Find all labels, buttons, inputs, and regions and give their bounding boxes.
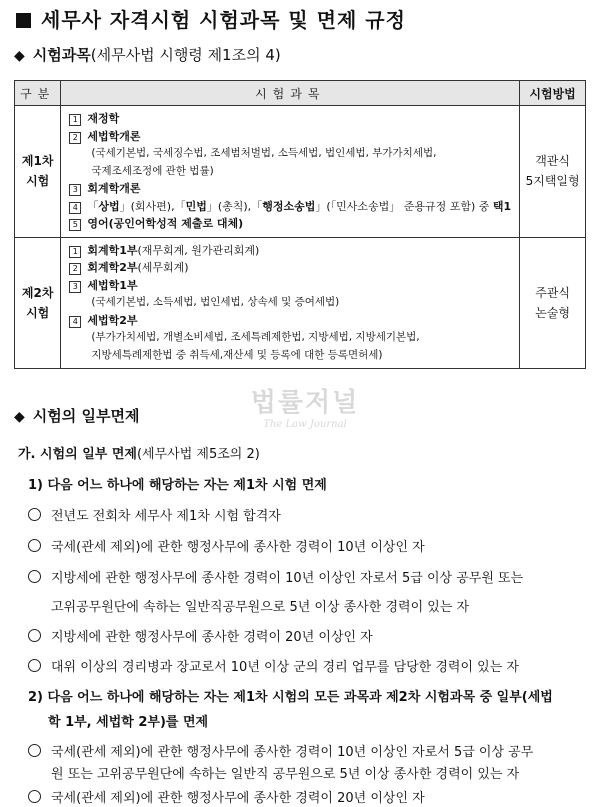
circle-bullet-icon (28, 629, 41, 642)
list-item: 지방세에 관한 행정사무에 종사한 경력이 20년 이상인 자 (28, 626, 373, 645)
subject-item: 1 회계학1부(재무회계, 원가관리회계) (69, 242, 511, 260)
watermark: 법률저널 The Law Journal (250, 388, 360, 430)
table-header-row (15, 81, 586, 106)
numbered-box-icon: 4 (69, 202, 81, 214)
header-round: 구분 (15, 81, 61, 106)
round-cell: 제1차 시험 (15, 106, 61, 238)
subject-detail: 국제조세조정에 관한 법률) (91, 164, 214, 177)
list-item-continuation: 고위공무원단에 속하는 일반직공무원으로 5년 이상 종사한 경력이 있는 자 (51, 600, 470, 615)
subject-item: 2 회계학2부(세무회계) (69, 259, 511, 277)
diamond-bullet-icon: ◆ (14, 409, 25, 425)
table-row (15, 237, 586, 369)
header-method: 시험방법 (520, 81, 586, 106)
numbered-box-icon: 5 (69, 219, 81, 231)
round-cell: 제2차 시험 (15, 237, 61, 369)
page-title: 세무사 자격시험 시험과목 및 면제 규정 (16, 4, 406, 33)
list-item: 국세(관세 제외)에 관한 행정사무에 종사한 경력이 20년 이상인 자 (28, 787, 425, 806)
circle-bullet-icon (28, 539, 41, 552)
exam-subjects-table (14, 80, 586, 369)
square-bullet-icon (16, 13, 31, 28)
list-item: 국세(관세 제외)에 관한 행정사무에 종사한 경력이 10년 이상인 자로서 5급 이상 공무 (28, 741, 533, 760)
diamond-bullet-icon: ◆ (14, 48, 25, 64)
circle-bullet-icon (28, 790, 41, 803)
list-item: 국세(관세 제외)에 관한 행정사무에 종사한 경력이 10년 이상인 자 (28, 536, 425, 555)
subject-item: 1 재정학 (69, 110, 511, 128)
numbered-box-icon: 4 (69, 316, 81, 328)
subject-detail: 지방세특례제한법 중 취득세,재산세 및 등록에 대한 등록면허세) (91, 348, 383, 361)
subject-item: 3 세법학1부 (69, 277, 511, 295)
list-item: 전년도 전회차 세무사 제1차 시험 합격자 (28, 505, 281, 524)
exemption-p2-heading: 2) 다음 어느 하나에 해당하는 자는 제1차 시험의 모든 과목과 제2차 시험과목 중 일부(세법 (28, 690, 553, 705)
subject-detail: (국세기본법, 국세징수법, 조세범처벌법, 소득세법, 법인세법, 부가가치세법, (91, 147, 437, 159)
subject-item: 2 세법학개론 (69, 128, 511, 146)
subject-item: 4 세법학2부 (69, 312, 511, 330)
numbered-box-icon: 3 (69, 184, 81, 196)
header-subjects: 시험과목 (61, 81, 520, 106)
list-item: 지방세에 관한 행정사무에 종사한 경력이 10년 이상인 자로서 5급 이상 공무원 또는 (28, 567, 523, 586)
subject-item: 4 「상법」(회사편),「민법」(총칙),「행정소송법」(「민사소송법」 준용규정 포함) 중 택1 (69, 198, 511, 216)
method-cell: 객관식 5지택일형 (520, 106, 586, 238)
numbered-box-icon: 1 (69, 246, 81, 258)
exemption-p2-heading-cont: 학 1부, 세법학 2부)를 면제 (48, 715, 209, 730)
list-item: 대위 이상의 경리병과 장교로서 10년 이상 군의 경리 업무를 담당한 경력이 있는 자 (28, 656, 519, 675)
numbered-box-icon: 2 (69, 263, 81, 275)
table-row (15, 106, 586, 238)
subjects-cell (61, 106, 520, 238)
section-heading-exemption: ◆ 시험의 일부면제 (14, 407, 140, 425)
circle-bullet-icon (28, 744, 41, 757)
subject-detail: (국세기본법, 소득세법, 법인세법, 상속세 및 증여세법) (91, 296, 340, 308)
numbered-box-icon: 2 (69, 132, 81, 144)
exemption-p1-heading: 1) 다음 어느 하나에 해당하는 자는 제1차 시험 면제 (28, 478, 327, 493)
section-heading-subjects: ◆ 시험과목(세무사법 시행령 제1조의 4) (14, 46, 281, 64)
circle-bullet-icon (28, 570, 41, 583)
method-cell: 주관식 논술형 (520, 237, 586, 369)
list-item-continuation: 원 또는 고위공무원단에 속하는 일반직 공무원으로 5년 이상 종사한 경력이 있는 자 (51, 767, 520, 782)
numbered-box-icon: 3 (69, 281, 81, 293)
subject-item: 3 회계학개론 (69, 180, 511, 198)
subjects-cell (61, 237, 520, 369)
circle-bullet-icon (28, 508, 41, 521)
subject-detail: (부가가치세법, 개별소비세법, 조세특례제한법, 지방세법, 지방세기본법, (91, 331, 420, 343)
circle-bullet-icon (28, 659, 41, 672)
numbered-box-icon: 1 (69, 114, 81, 126)
exemption-ga-title: 가. 시험의 일부 면제(세무사법 제5조의 2) (18, 447, 260, 462)
subject-item: 5 영어(공인어학성적 제출로 대체) (69, 215, 511, 233)
